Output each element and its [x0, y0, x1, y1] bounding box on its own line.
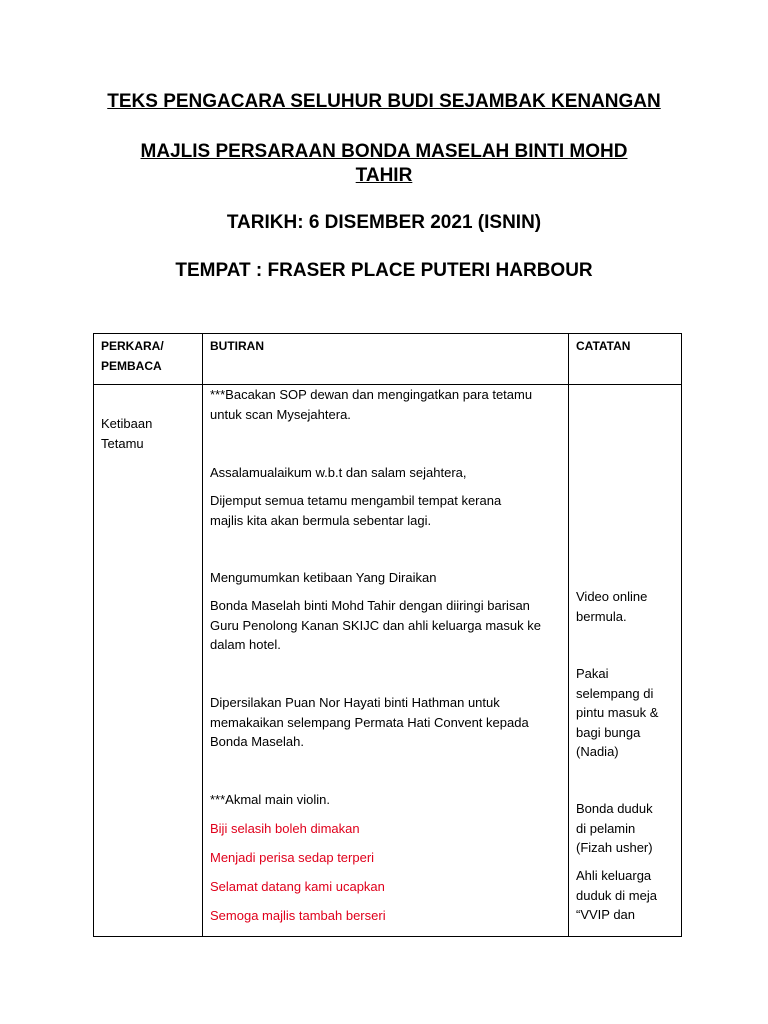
header-catatan: CATATAN [569, 334, 682, 385]
catatan-cell [569, 385, 682, 937]
note-selempang: Pakai selempang di pintu masuk & bagi bunga (Nadia) [576, 666, 659, 759]
sash-text: Dipersilakan Puan Nor Hayati binti Hathman untuk memakaikan selempang Permata Hati Convent kepada Bonda Maselah. [210, 695, 529, 749]
invite-text: Dijemput semua tetamu mengambil tempat kerana majlis kita akan bermula sebentar lagi. [210, 493, 502, 528]
violin-instruction: ***Akmal main violin. [210, 792, 330, 807]
sop-instruction: ***Bacakan SOP dewan dan mengingatkan para tetamu untuk scan Mysejahtera. [210, 387, 533, 422]
pantun-line: Semoga majlis tambah berseri [210, 908, 386, 923]
arrival-text: Bonda Maselah binti Mohd Tahir dengan diiringi barisan Guru Penolong Kanan SKIJC dan ahli keluarga masuk ke dalam hotel. [210, 598, 541, 652]
table-header-row [94, 334, 682, 385]
note-video: Video online bermula. [576, 589, 648, 624]
table-row [94, 385, 682, 937]
perkara-cell: Ketibaan Tetamu [94, 385, 203, 937]
pantun-line: Selamat datang kami ucapkan [210, 879, 385, 894]
date-heading: TARIKH: 6 DISEMBER 2021 (ISNIN) [226, 212, 542, 233]
note-ahli-keluarga: Ahli keluarga duduk di meja “VVIP dan [576, 868, 657, 922]
pantun-line: Biji selasih boleh dimakan [210, 821, 360, 836]
butiran-cell [203, 385, 569, 937]
note-bonda: Bonda duduk di pelamin (Fizah usher) [576, 801, 653, 855]
greeting-text: Assalamualaikum w.b.t dan salam sejahtera, [210, 465, 467, 480]
document-title: TEKS PENGACARA SELUHUR BUDI SEJAMBAK KENANGAN [107, 91, 661, 112]
venue-heading: TEMPAT : FRASER PLACE PUTERI HARBOUR [175, 260, 593, 281]
pantun-line: Menjadi perisa sedap terperi [210, 850, 375, 865]
header-perkara: PERKARA/ PEMBACA [94, 334, 203, 385]
program-table [93, 333, 682, 937]
header-butiran: BUTIRAN [203, 334, 569, 385]
event-name-heading: MAJLIS PERSARAAN BONDA MASELAH BINTI MOHD TAHIR [140, 141, 628, 186]
announce-text: Mengumumkan ketibaan Yang Diraikan [210, 570, 437, 585]
